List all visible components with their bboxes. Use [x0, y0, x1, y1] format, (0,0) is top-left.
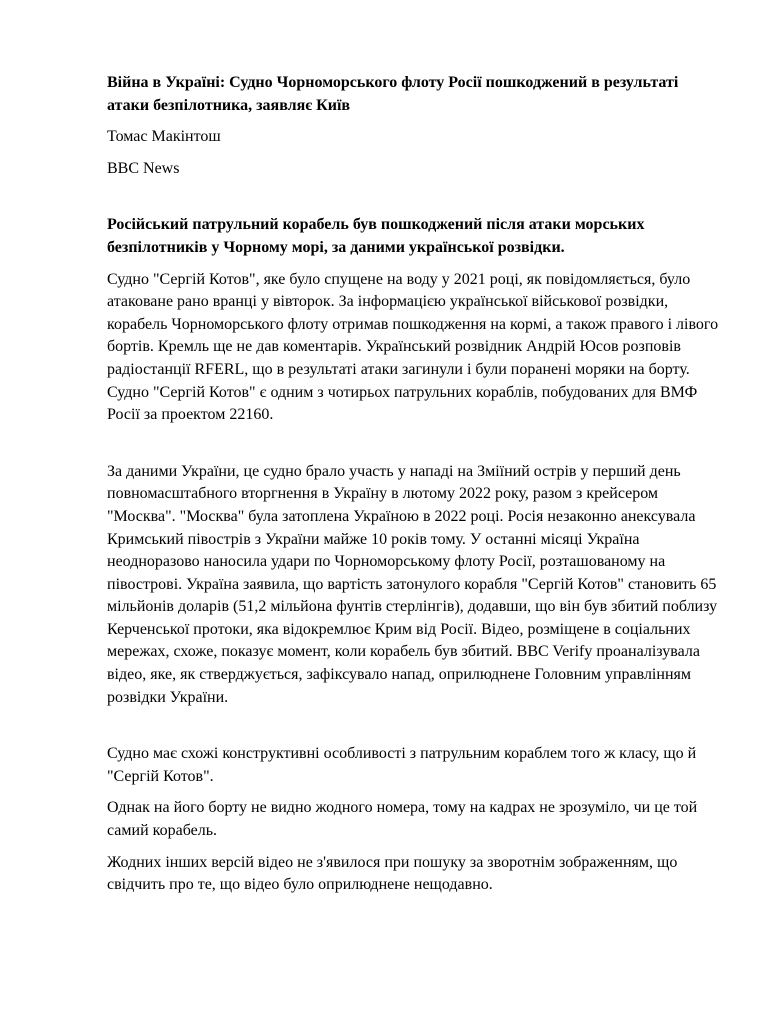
article-author: Томас Макінтош	[107, 128, 221, 146]
article-paragraph-1: Судно "Сергій Котов", яке було спущене на воду у 2021 році, як повідомляється, було атаковане рано вранці у вівторок. За інформацією української військової розвідки, корабель Чорноморського флоту отримав пошкодження на кормі, а також правого і лівого бортів. Кремль ще не дав коментарів. Український розвідник Андрій Юсов розповів радіостанції RFERL, що в результаті атаки загинули і були поранені моряки на борту. Судно "Сергій Котов" є одним з чотирьох патрульних кораблів, побудованих для ВМФ Росії за проектом 22160.	[107, 270, 719, 424]
article-lead: Російський патрульний корабель був пошкоджений після атаки морських безпілотників у Чорному морі, за даними української розвідки.	[107, 216, 645, 256]
article-paragraph-5: Жодних інших версій відео не з'явилося при пошуку за зворотнім зображенням, що свідчить про те, що відео було оприлюднене нещодавно.	[107, 853, 678, 894]
article-paragraph-4: Однак на його борту не видно жодного номера, тому на кадрах не зрозуміло, чи це той самий корабель.	[107, 799, 698, 840]
article-source: BBC News	[107, 159, 180, 177]
article-paragraph-2: За даними України, це судно брало участь у нападі на Зміїний острів у перший день повномасштабного вторгнення в Україну в лютому 2022 року, разом з крейсером "Москва". "Москва" була затоплена Україною в 2022 році. Росія незаконно анексувала Кримський півострів з України майже 10 років тому. У останні місяці Україна неодноразово наносила удари по Чорноморському флоту Росії, розташованому на півострові. Україна заявила, що вартість затонулого корабля "Сергій Котов" становить 65 мільйонів доларів (51,2 мільйона фунтів стерлінгів), додавши, що він був збитий поблизу Керченської протоки, яка відокремлює Крим від Росії. Відео, розміщене в соціальних мережах, схоже, показує момент, коли корабель був збитий. BBC Verify проаналізувала відео, яке, як стверджується, зафіксувало напад, оприлюднене Головним управлінням розвідки України.	[107, 462, 718, 706]
article-title: Війна в Україні: Судно Чорноморського флоту Росії пошкоджений в результаті атаки безпілотника, заявляє Київ	[107, 74, 679, 114]
article-paragraph-3: Судно має схожі конструктивні особливості з патрульним кораблем того ж класу, що й "Сергій Котов".	[107, 745, 697, 785]
document-page	[107, 72, 719, 897]
